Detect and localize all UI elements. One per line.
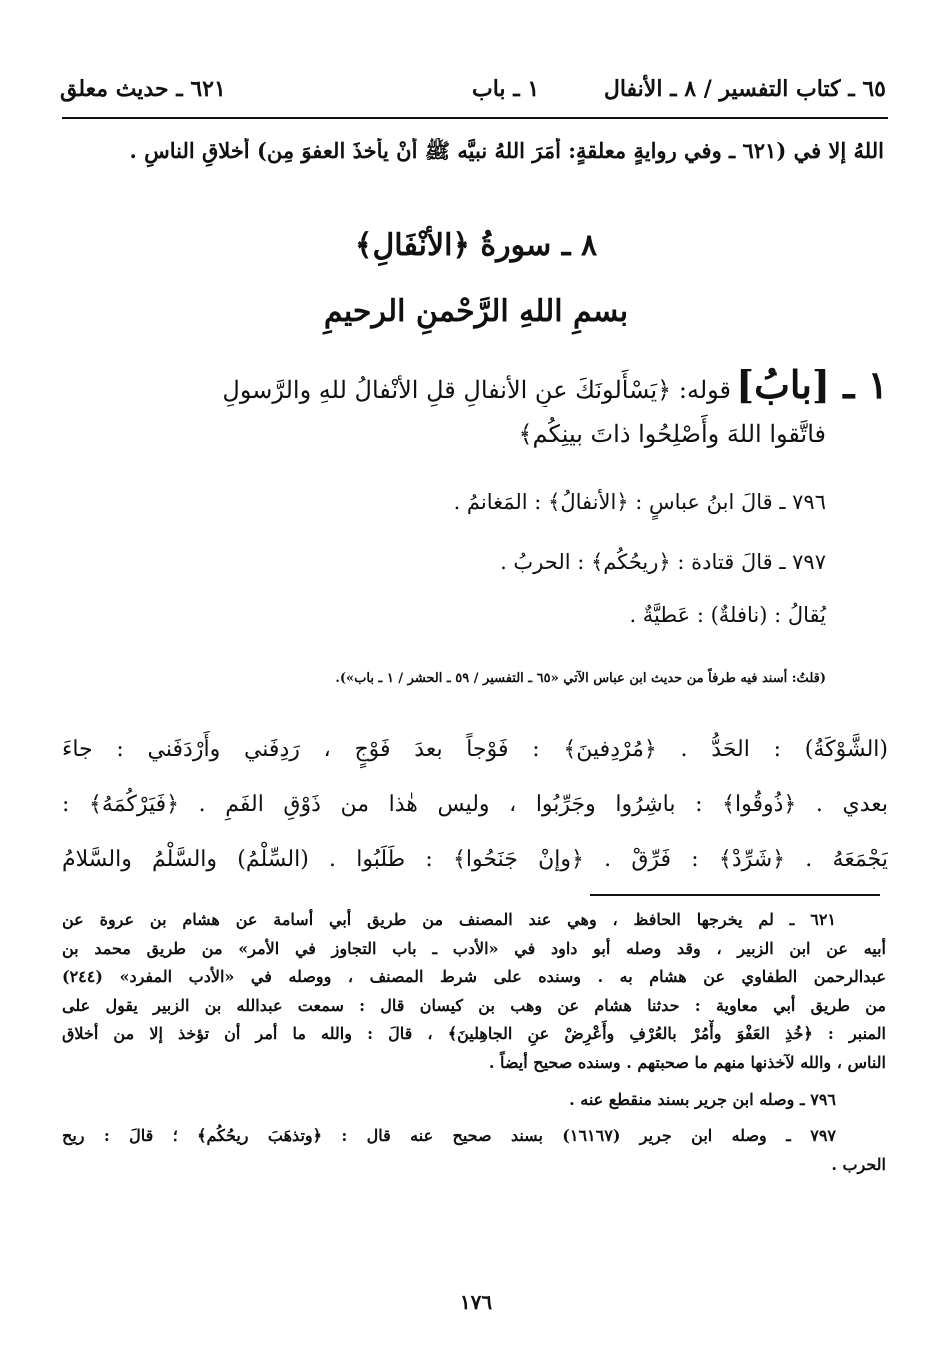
gloss-paragraph — [62, 722, 888, 887]
entry-797: ٧٩٧ ـ قالَ قتادة : ﴿ريحُكُم﴾ : الحربُ . — [500, 550, 826, 574]
footnote-line: المنبر : ﴿خُذِ العَفْوَ وأْمُرْ بالعُرْفِ وأَعْرِضْ عنِ الجاهِلينَ﴾ ، قالَ : والله ما أمر أن تؤخذ إلا من أخلاق — [62, 1024, 886, 1044]
footnote-line: ٦٢١ ـ لم يخرجها الحافظ ، وهي عند المصنف من طريق أبي أسامة عن هشام بن عروة عن — [62, 910, 836, 929]
gloss-line: بعدي . ﴿ذُوقُوا﴾ : باشِرُوا وجَرِّبُوا ، وليس هٰذا من ذَوْقِ الفَمِ . ﴿فَيَرْكُمَهُ﴾ : — [62, 792, 888, 817]
footnote-line: ٧٩٦ ـ وصله ابن جرير بسند منقطع عنه . — [569, 1089, 836, 1109]
footnote-line: أبيه عن ابن الزبير ، وقد وصله أبو داود في «الأدب ـ باب التجاوز في الأمر» من طريق محمد بن — [62, 938, 886, 958]
surah-title: ٨ ـ سورةُ ﴿الأنْفَالِ﴾ — [354, 228, 598, 263]
header-chapter: ٦٥ ـ كتاب التفسير / ٨ ـ الأنفال — [603, 76, 886, 102]
footnotes — [62, 906, 886, 1179]
header-divider — [62, 117, 888, 119]
footnote-line: ٧٩٧ ـ وصله ابن جرير (١٦١٦٧) بسند صحيح عنه قال : ﴿وتذهَبَ ريحُكُم﴾ ؛ قالَ : ريح — [62, 1126, 836, 1146]
header-hadith: ٦٢١ ـ حديث معلق — [60, 76, 226, 102]
gloss-line: يَجْمَعَهُ . ﴿شَرِّدْ﴾ : فَرِّقْ . ﴿وإنْ جَنَحُوا﴾ : طَلَبُوا . (السِّلْمُ) والسَّلْمُ والسَّلامُ — [62, 847, 888, 872]
entry-796: ٧٩٦ ـ قالَ ابنُ عباسٍ : ﴿الأنفالُ﴾ : المَغانمُ . — [453, 490, 826, 514]
footnote-line: عبدالرحمن الطفاوي عن هشام به . وسنده على شرط المصنف ، ووصله في «الأدب المفرد» (٢٤٤) — [62, 967, 886, 987]
running-header — [60, 76, 886, 112]
page-number: ١٧٦ — [459, 1290, 493, 1314]
gloss-line: (الشَّوْكَةُ) : الحَدُّ . ﴿مُرْدِفينَ﴾ : فَوْجاً بعدَ فَوْجٍ ، رَدِفَني وأَرْدَفَني : جاءَ — [62, 737, 888, 762]
entry-nafila: يُقالُ : (نافلةٌ) : عَطيَّةٌ . — [629, 603, 826, 627]
header-section: ١ ـ باب — [472, 76, 540, 102]
footnote-divider — [590, 894, 880, 896]
editor-note: (قلتُ: أسند فيه طرفاً من حديث ابن عباس الآتي «٦٥ ـ التفسير / ٥٩ ـ الحشر / ١ ـ باب»). — [335, 671, 826, 686]
bab-verse-line-2: فاتَّقوا اللهَ وأَصْلِحُوا ذاتَ بينِكُم﴾ — [518, 420, 826, 448]
footnote-line: الناس ، والله لآخذنها منهم ما صحبتهم . وسنده صحيح أيضاً . — [488, 1052, 886, 1072]
continuation-line: اللهُ إلا في (٦٢١ ـ وفي روايةٍ معلقةٍ: أَمَرَ اللهُ نبيَّه ﷺ أنْ يأخذَ العفوَ مِن) أخلاقِ الناسِ . — [129, 138, 884, 163]
bab-verse-line-1: قوله: ﴿يَسْأَلونَكَ عنِ الأنفالِ قلِ الأنْفالُ للهِ والرَّسولِ — [222, 376, 731, 404]
footnote-line: من طريق أبي معاوية : حدثنا هشام عن وهب بن كيسان قال : سمعت عبدالله بن الزبير يقول على — [62, 995, 886, 1015]
bab-label: ١ ـ [بابُ] — [736, 362, 888, 407]
basmala: بسمِ اللهِ الرَّحْمنِ الرحيمِ — [323, 294, 629, 329]
footnote-line: الحرب . — [831, 1154, 886, 1174]
bab-heading — [60, 362, 888, 407]
